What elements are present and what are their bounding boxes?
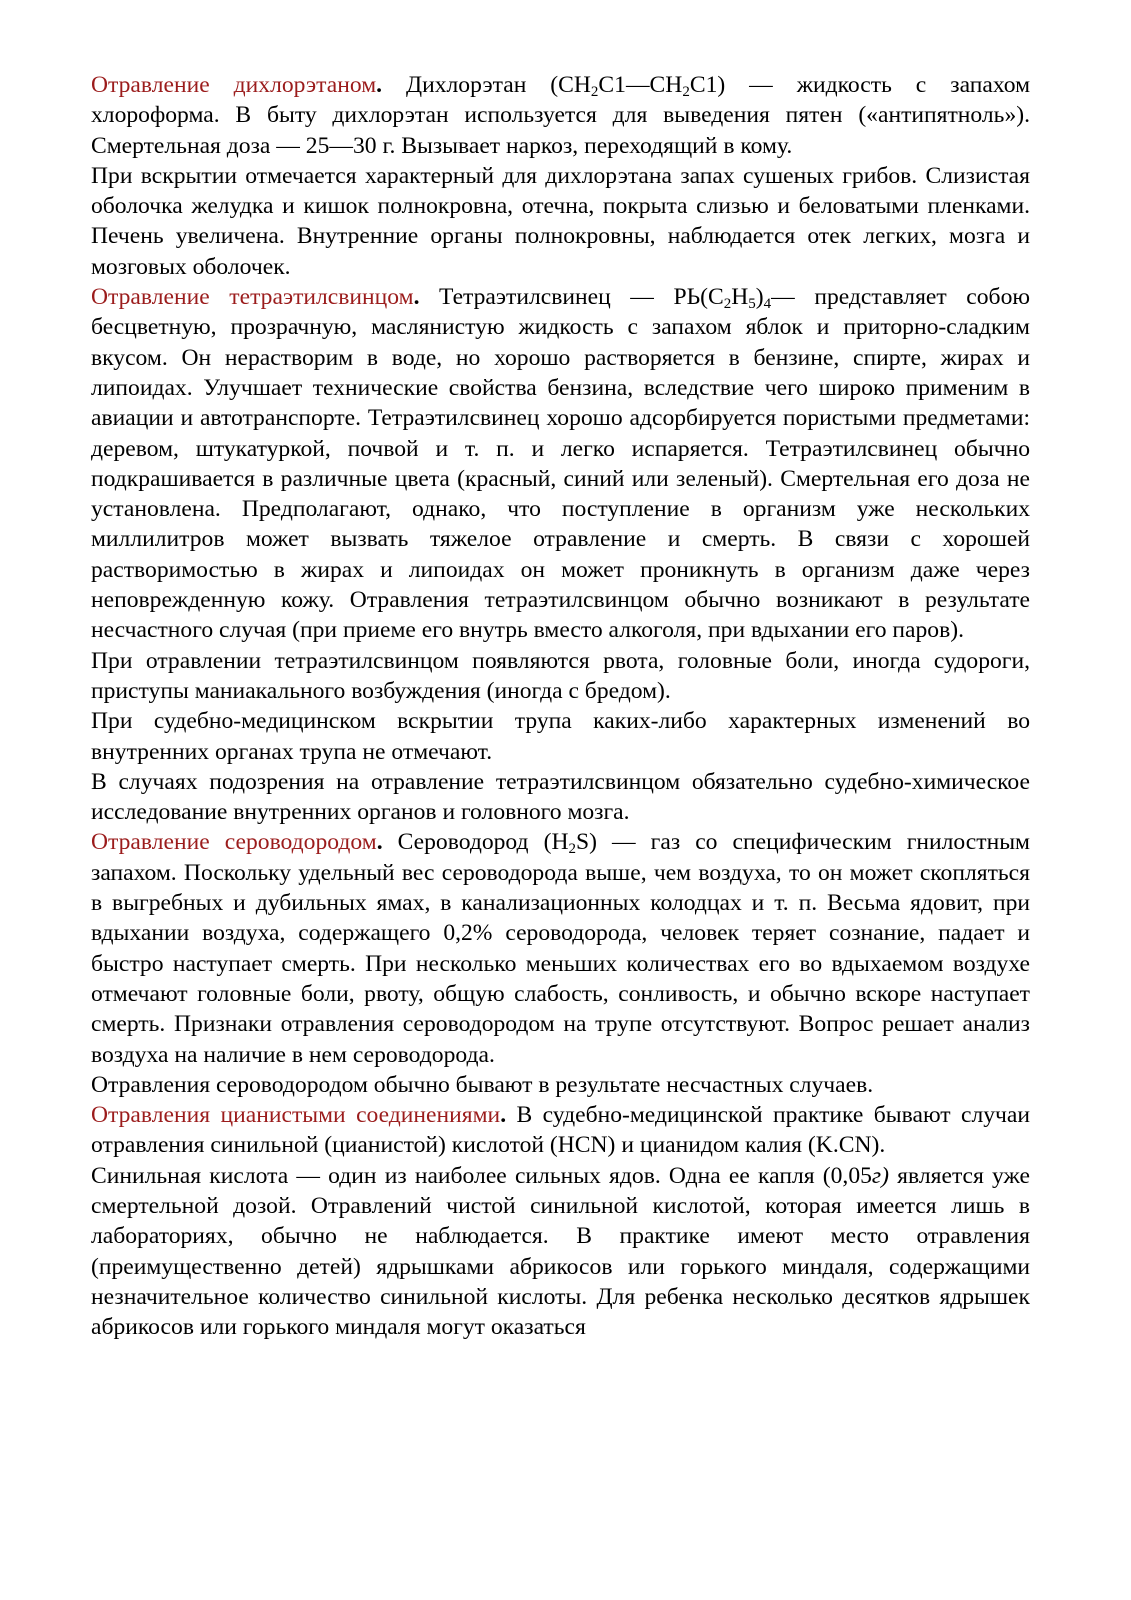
body-text: Тетраэтилсвинец — РЬ(С [419,284,724,311]
subscript: 2 [590,84,599,100]
subscript: 2 [568,841,576,858]
section-heading: Отравление сероводородом [91,829,377,856]
subscript: 2 [723,296,732,313]
heading-period: . [500,1102,507,1129]
body-text: Отравления сероводородом обычно бывают в результате несчастных случаев. [91,1071,874,1098]
body-text: При судебно-медицинском вскрытии трупа каких-либо характерных изменений во внутренних органах трупа не отмечают. [91,708,1030,765]
heading-period: . [376,829,383,856]
body-text: При отравлении тетраэтилсвинцом появляются рвота, головные боли, иногда судороги, приступы маниакального возбуждения (иногда с бредом). [91,647,1030,704]
body-text: S) — газ со специфическим гнилостным запахом. Поскольку удельный вес сероводорода выше, чем воздуха, то он может скопляться в выгребных и дубильных ямах, в канализационных колодцах и т. п. Весьма ядовит, при вдыхании воздуха, содержащего 0,2% сероводорода, человек теряет сознание, падает и быстро наступает смерть. При несколько меньших количествах его во вдыхаемом воздухе отмечают головные боли, рвоту, общую слабость, сонливость, и обычно вскоре наступает смерть. Признаки отравления сероводородом на трупе отсутствуют. Вопрос решает анализ воздуха на наличие в нем сероводорода. [91,829,1030,1068]
body-text: — представляет собою бесцветную, прозрачную, маслянистую жидкость с запахом яблок и приторно-сладким вкусом. Он нерастворим в воде, но хорошо растворяется в бензине, спирте, жирах и липоидах. Улучшает технические свойства бензина, вследствие чего широко применим в авиации и автотранспорте. Тетраэтилсвинец хорошо адсорбируется пористыми предметами: деревом, штукатуркой, почвой и т. п. и легко испаряется. Тетраэтилсвинец обычно подкрашивается в различные цвета (красный, синий или зеленый). Смертельная его доза не установлена. Предполагают, однако, что поступление в организм уже нескольких миллилитров может вызвать тяжелое отравление и смерть. В связи с хорошей растворимостью в жирах и липоидах он может проникнуть в организм даже через неповрежденную кожу. Отравления тетраэтилсвинцом обычно возникают в результате несчастного случая (при приеме его внутрь вместо алкоголя, при вдыхании его паров). [91,284,1030,644]
body-text: ) [755,284,764,311]
document-body [91,70,1030,1342]
subscript: 2 [682,84,690,100]
section-heading: Отравление тетраэтилсвинцом [91,284,414,311]
paragraph [91,1100,1030,1161]
body-text: С1) — жидкость с запахом хлороформа. В быту дихлорэтан используется для выведения пятен («антипятноль»). Смертельная доза — 25—30 г. Вызывает наркоз, переходящий в кому. [91,72,1030,159]
heading-period: . [376,72,383,98]
body-text: В случаях подозрения на отравление тетраэтилсвинцом обязательно судебно-химическое исследование внутренних органов и головного мозга. [91,768,1030,826]
paragraph [91,70,1030,161]
body-text: С1—СН [598,72,683,98]
heading-period: . [413,284,420,311]
paragraph [91,161,1030,282]
body-text: является уже смертельной дозой. Отравлений чистой синильной кислотой, которая имеется лишь в лабораториях, обычно не наблюдается. В практике имеют место отравления (преимущественно детей) ядрышками абрикосов или горького миндаля, содержащими незначительное количество синильной кислоты. Для ребенка несколько десятков ядрышек абрикосов или горького миндаля могут оказаться [91,1162,1031,1341]
paragraph [91,706,1030,767]
italic-text: г) [871,1162,889,1189]
paragraph [91,1161,1030,1343]
subscript: 5 [748,296,756,313]
section-heading: Отравления цианистыми соединениями [91,1102,501,1129]
paragraph [91,827,1030,1069]
body-text: Н [731,284,749,311]
body-text: Синильная кислота — один из наиболее сильных ядов. Одна ее капля (0,05 [91,1162,872,1189]
body-text: Сероводород (Н [382,829,569,856]
body-text: При вскрытии отмечается характерный для дихлорэтана запах сушеных грибов. Слизистая оболочка желудка и кишок полнокровна, отечна, покрыта слизью и беловатыми пленками. Печень увеличена. Внутренние органы полнокровны, наблюдается отек легких, мозга и мозговых оболочек. [91,162,1030,280]
section-heading: Отравление дихлорэтаном [91,72,377,98]
paragraph [91,1070,1030,1100]
body-text: В судебно-медицинской практике бывают случаи отравления синильной (цианистой) кислотой (HCN) и цианидом калия (K.CN). [91,1102,1030,1159]
paragraph [91,767,1030,828]
subscript: 4 [763,296,772,313]
body-text: Дихлорэтан (СН [382,72,591,98]
paragraph [91,646,1030,707]
paragraph [91,282,1030,646]
